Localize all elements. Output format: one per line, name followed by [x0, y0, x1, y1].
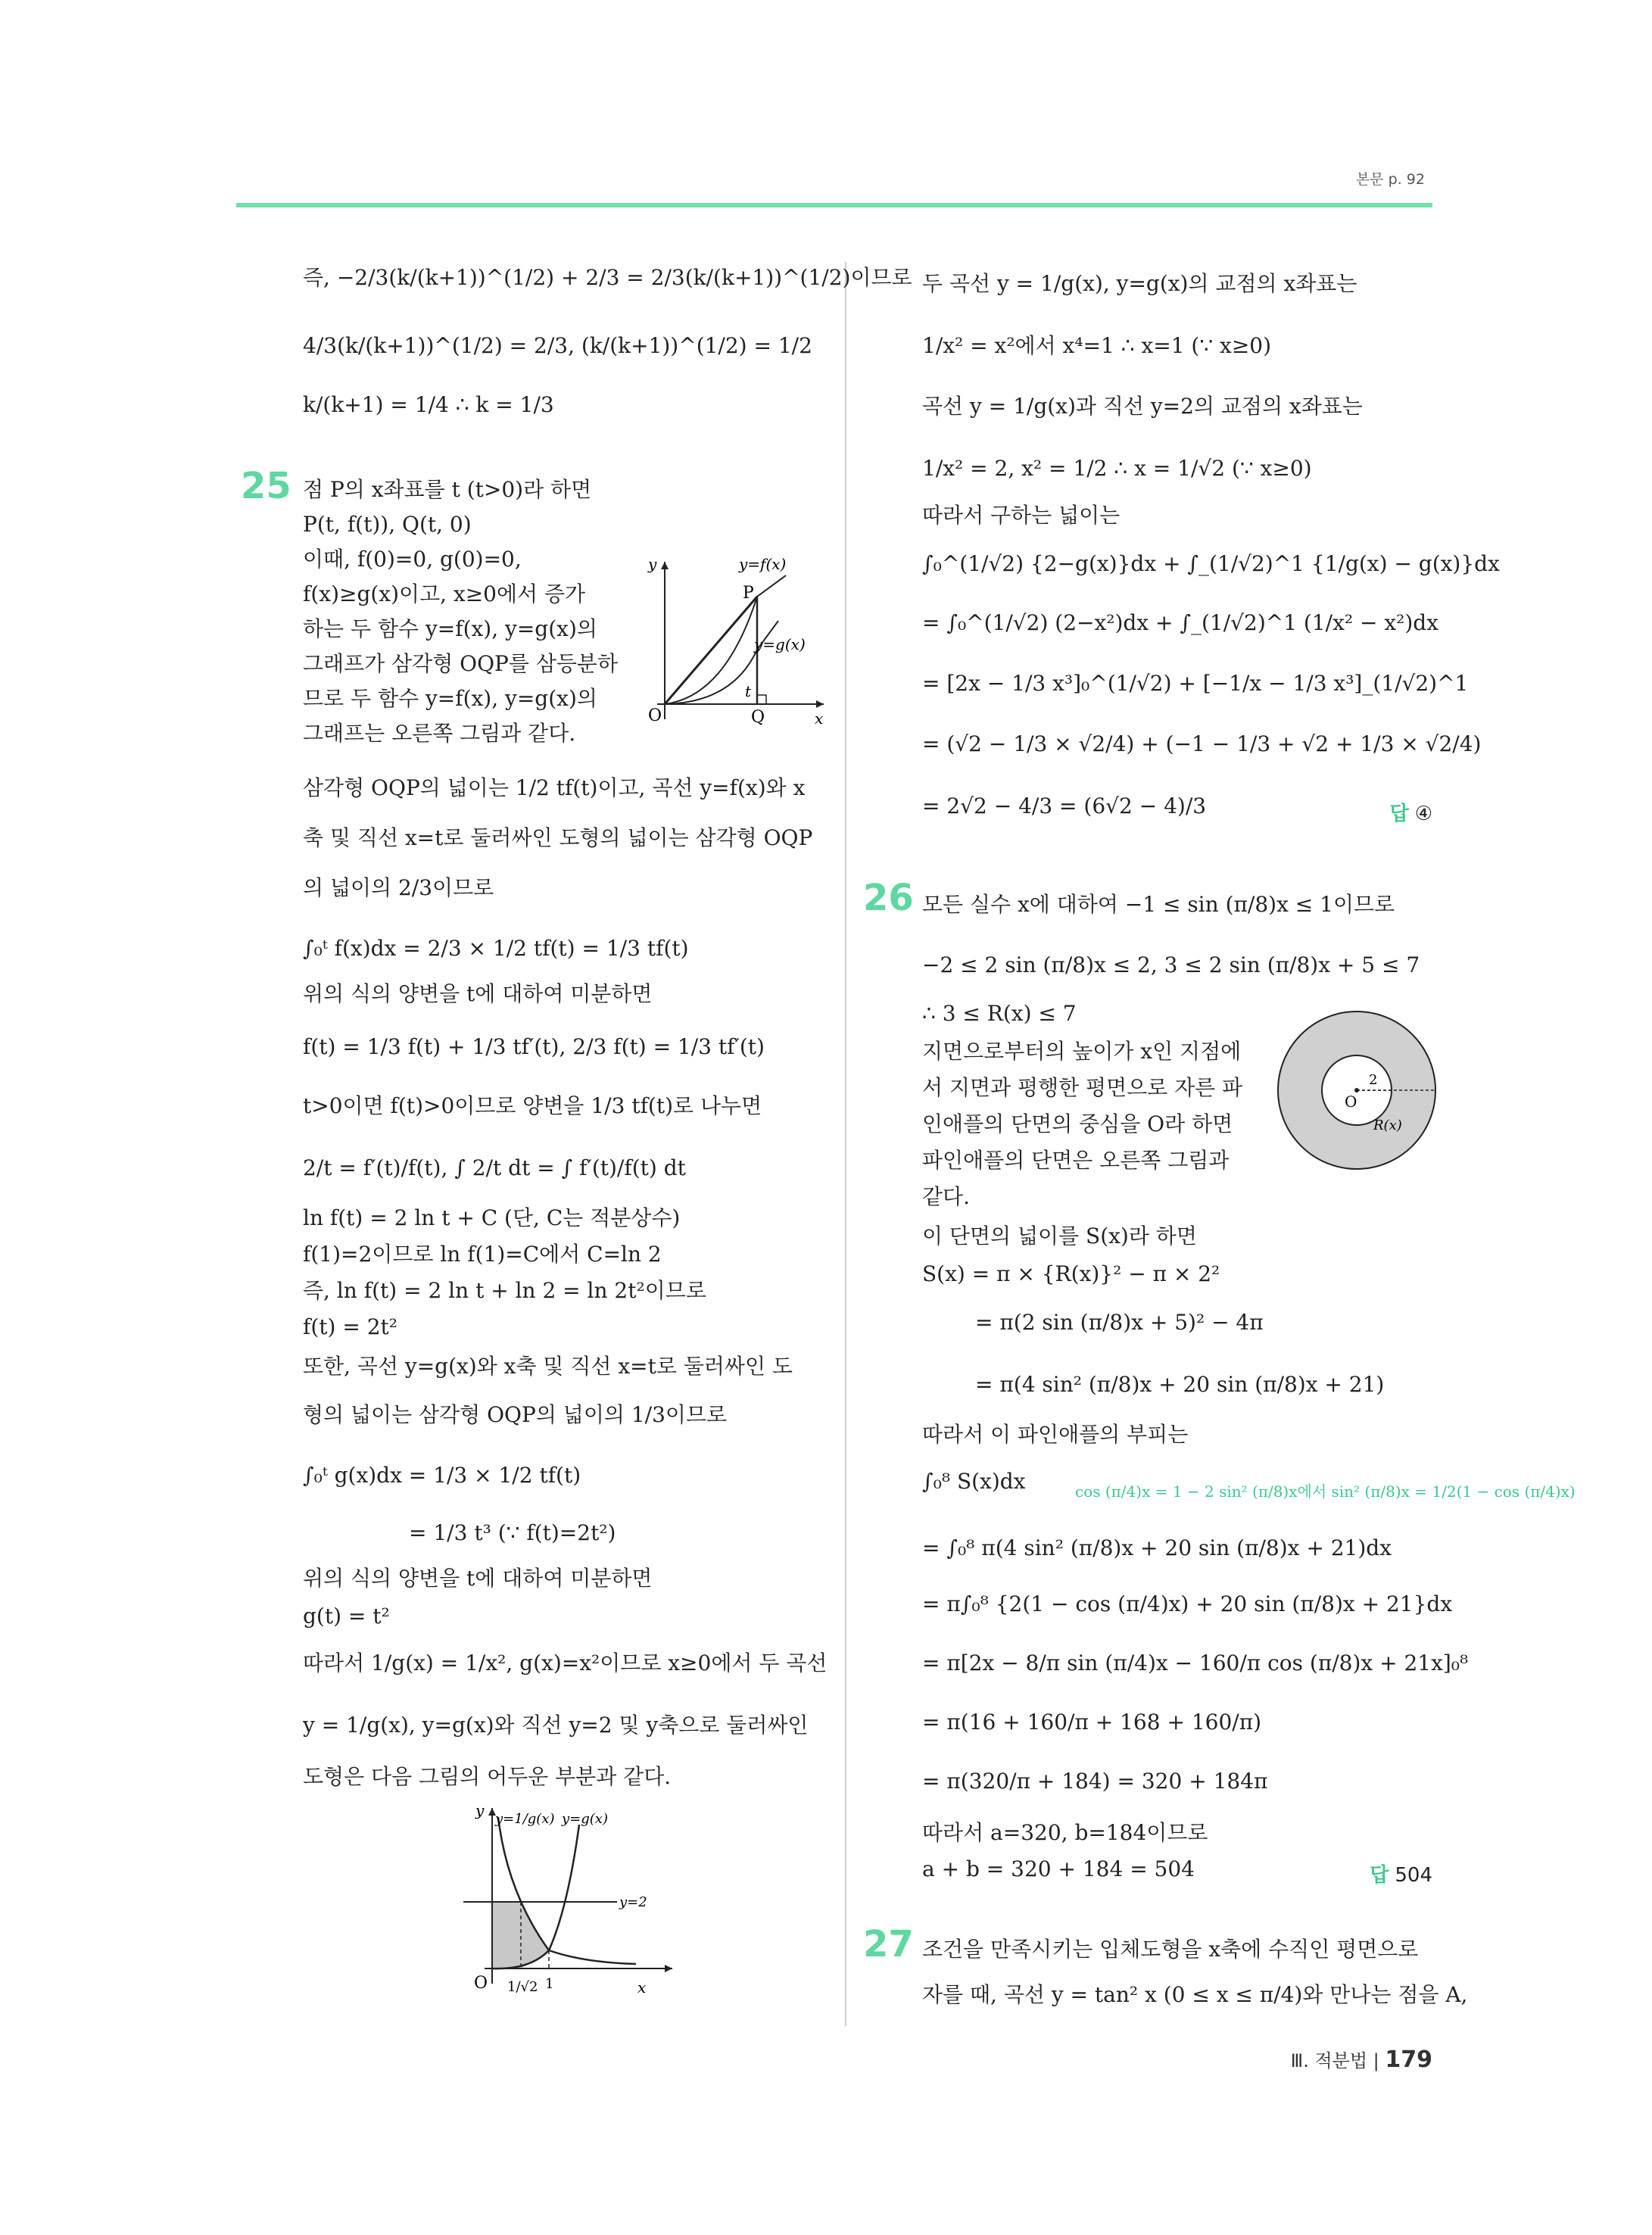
p26-line: = π(16 + 160/π + 168 + 160/π) — [922, 1710, 1262, 1735]
column-divider — [845, 262, 846, 2026]
p25-cont-line: 곡선 y = 1/g(x)과 직선 y=2의 교점의 x좌표는 — [922, 394, 1363, 419]
intro-line-2: 4/3(k/(k+1))^(1/2) = 2/3, (k/(k+1))^(1/2) = 1/2 — [303, 333, 812, 358]
line-label: y=2 — [619, 1894, 647, 1910]
p26-line: = π(320/π + 184) = 320 + 184π — [922, 1769, 1268, 1794]
origin-label: O — [474, 1974, 488, 1993]
p26-line: 따라서 이 파인애플의 부피는 — [922, 1422, 1189, 1447]
p27-line: 자를 때, 곡선 y = tan² x (0 ≤ x ≤ π/4)와 만나는 점을 A, — [922, 1982, 1468, 2007]
p26-line: = π[2x − 8/π sin (π/4)x − 160/π cos (π/8)x + 21x]₀⁸ — [922, 1651, 1469, 1675]
p25-line: 2/t = f′(t)/f(t), ∫ 2/t dt = ∫ f′(t)/f(t) dt — [303, 1155, 686, 1180]
p26-line: 인애플의 단면의 중심을 O라 하면 — [922, 1111, 1233, 1136]
p25-cont-line: = [2x − 1/3 x³]₀^(1/√2) + [−1/x − 1/3 x³]_(1/√2)^1 — [922, 671, 1469, 696]
p25-line: 므로 두 함수 y=f(x), y=g(x)의 — [303, 686, 597, 711]
p26-line: 따라서 a=320, b=184이므로 — [922, 1820, 1208, 1845]
page-reference: 본문 p. 92 — [1355, 171, 1425, 188]
y-label: y — [475, 1802, 485, 1819]
p25-cont-line: ∫₀^(1/√2) {2−g(x)}dx + ∫_(1/√2)^1 {1/g(x) − g(x)}dx — [922, 551, 1500, 576]
p25-answer — [1390, 798, 1432, 826]
p26-line: −2 ≤ 2 sin (π/8)x ≤ 2, 3 ≤ 2 sin (π/8)x + 5 ≤ 7 — [922, 952, 1420, 977]
problem-number-27: 27 — [863, 1923, 914, 1965]
p25-line: f(t) = 2t² — [303, 1314, 398, 1339]
p26-line: 같다. — [922, 1184, 970, 1209]
pineapple-cross-section — [1273, 1007, 1440, 1174]
p26-line: = π∫₀⁸ {2(1 − cos (π/4)x) + 20 sin (π/8)x + 21}dx — [922, 1591, 1453, 1616]
p25-line: 위의 식의 양변을 t에 대하여 미분하면 — [303, 1566, 653, 1591]
p26-answer — [1370, 1859, 1432, 1887]
y-axis-label: y — [648, 555, 657, 573]
p25-cont-line: = (√2 − 1/3 × √2/4) + (−1 − 1/3 + √2 + 1/3 × √2/4) — [922, 731, 1482, 756]
p25-line: 점 P의 x좌표를 t (t>0)라 하면 — [303, 477, 592, 502]
p25-line: 위의 식의 양변을 t에 대하여 미분하면 — [303, 981, 653, 1006]
x-label: x — [637, 1978, 647, 1997]
p25-cont-line: 1/x² = 2, x² = 1/2 ∴ x = 1/√2 (∵ x≥0) — [922, 456, 1312, 481]
p25-line: 따라서 1/g(x) = 1/x², g(x)=x²이므로 x≥0에서 두 곡선 — [303, 1651, 828, 1675]
p26-line: 지면으로부터의 높이가 x인 지점에 — [922, 1039, 1242, 1064]
p25-line: 그래프가 삼각형 OQP를 삼등분하 — [303, 651, 619, 676]
label-q: Q — [751, 708, 765, 727]
answer-value: 504 — [1395, 1864, 1432, 1887]
footer-separator: | — [1373, 2050, 1385, 2071]
p25-line: y = 1/g(x), y=g(x)와 직선 y=2 및 y축으로 둘러싸인 — [303, 1713, 809, 1738]
page-number: 179 — [1385, 2046, 1432, 2073]
p25-line: 삼각형 OQP의 넓이는 1/2 tf(t)이고, 곡선 y=f(x)와 x — [303, 775, 806, 800]
p25-line: ln f(t) = 2 ln t + C (단, C는 적분상수) — [303, 1205, 681, 1230]
answer-value: ④ — [1414, 803, 1432, 825]
p25-line: 하는 두 함수 y=f(x), y=g(x)의 — [303, 616, 597, 641]
p25-line: 의 넓이의 2/3이므로 — [303, 875, 494, 900]
p25-cont-line: = ∫₀^(1/√2) (2−x²)dx + ∫_(1/√2)^1 (1/x² − x²)dx — [922, 610, 1439, 635]
p25-line: 형의 넓이는 삼각형 OQP의 넓이의 1/3이므로 — [303, 1402, 728, 1427]
p25-line: g(t) = t² — [303, 1604, 390, 1629]
x-axis-label: x — [815, 709, 824, 727]
p26-line: ∴ 3 ≤ R(x) ≤ 7 — [922, 1001, 1077, 1026]
p25-cont-line: = 2√2 − 4/3 = (6√2 − 4)/3 — [922, 793, 1207, 818]
p27-line: 조건을 만족시키는 입체도형을 x축에 수직인 평면으로 — [922, 1937, 1419, 1962]
x-arrow — [816, 700, 824, 708]
p25-line: 그래프는 오른쪽 그림과 같다. — [303, 721, 576, 746]
p26-line: 파인애플의 단면은 오른쪽 그림과 — [922, 1148, 1230, 1173]
p26-line: 이 단면의 넓이를 S(x)라 하면 — [922, 1223, 1197, 1248]
p26-line: a + b = 320 + 184 = 504 — [922, 1856, 1195, 1881]
p25-line: ∫₀ᵗ g(x)dx = 1/3 × 1/2 tf(t) — [303, 1463, 581, 1488]
p25-line: f(t) = 1/3 f(t) + 1/3 tf′(t), 2/3 f(t) = 1/3 tf′(t) — [303, 1034, 765, 1059]
graph-triangle-oqp — [642, 553, 831, 727]
p26-line: = π(2 sin (π/8)x + 5)² − 4π — [975, 1310, 1264, 1335]
p25-line: = 1/3 t³ (∵ f(t)=2t²) — [409, 1520, 616, 1545]
answer-tag: 답 — [1389, 803, 1409, 825]
p25-line: 축 및 직선 x=t로 둘러싸인 도형의 넓이는 삼각형 OQP — [303, 825, 813, 850]
intro-line-3: k/(k+1) = 1/4 ∴ k = 1/3 — [303, 392, 554, 417]
right-angle-mark — [757, 695, 766, 704]
p25-line: 또한, 곡선 y=g(x)와 x축 및 직선 x=t로 둘러싸인 도 — [303, 1354, 793, 1379]
p26-line: = ∫₀⁸ π(4 sin² (π/8)x + 20 sin (π/8)x + 21)dx — [922, 1535, 1392, 1560]
p25-line: P(t, f(t)), Q(t, 0) — [303, 512, 472, 537]
p26-line: 모든 실수 x에 대하여 −1 ≤ sin (π/8)x ≤ 1이므로 — [922, 892, 1395, 917]
outer-radius-label: R(x) — [1373, 1118, 1402, 1133]
p26-line: ∫₀⁸ S(x)dx — [922, 1469, 1026, 1494]
chapter-label: Ⅲ. 적분법 — [1290, 2050, 1368, 2071]
segment-op — [665, 597, 757, 704]
inverse-label: y=1/g(x) — [495, 1811, 555, 1827]
label-g: y=g(x) — [754, 635, 806, 653]
p26-line: = π(4 sin² (π/8)x + 20 sin (π/8)x + 21) — [975, 1372, 1385, 1397]
p25-line: f(1)=2이므로 ln f(1)=C에서 C=ln 2 — [303, 1242, 662, 1267]
p25-cont-line: 1/x² = x²에서 x⁴=1 ∴ x=1 (∵ x≥0) — [922, 333, 1272, 358]
g-label: y=g(x) — [562, 1811, 608, 1827]
y-axis-label: O — [454, 1802, 455, 1803]
p25-line: f(x)≥g(x)이고, x≥0에서 증가 — [303, 581, 586, 606]
graph-shaded-region — [454, 1802, 681, 2021]
p26-line: S(x) = π × {R(x)}² − π × 2² — [922, 1261, 1220, 1286]
tick-label-2: 1 — [545, 1976, 554, 1992]
page-footer — [1291, 2046, 1432, 2073]
inner-radius-label: 2 — [1369, 1072, 1378, 1088]
y-arrow — [661, 562, 669, 569]
p25-line: 도형은 다음 그림의 어두운 부분과 같다. — [303, 1764, 672, 1789]
curve-g — [665, 621, 778, 704]
label-p: P — [743, 584, 754, 603]
answer-tag: 답 — [1370, 1864, 1389, 1887]
intro-line-1: 즉, −2/3(k/(k+1))^(1/2) + 2/3 = 2/3(k/(k+1))^(1/2)이므로 — [303, 265, 912, 290]
p26-side-note: cos (π/4)x = 1 − 2 sin² (π/8)x에서 sin² (π/8)x = 1/2(1 − cos (π/4)x) — [1075, 1482, 1576, 1501]
header-rule — [236, 203, 1432, 207]
x-arrow — [665, 1965, 672, 1972]
problem-number-26: 26 — [863, 877, 914, 919]
p25-line: t>0이면 f(t)>0이므로 양변을 1/3 tf(t)로 나누면 — [303, 1093, 762, 1118]
p25-line: 이때, f(0)=0, g(0)=0, — [303, 547, 522, 572]
center-label: O — [1345, 1093, 1357, 1111]
p25-cont-line: 따라서 구하는 넓이는 — [922, 503, 1121, 528]
label-t: t — [745, 682, 752, 700]
p26-line: 서 지면과 평행한 평면으로 자른 파 — [922, 1075, 1243, 1100]
p25-cont-line: 두 곡선 y = 1/g(x), y=g(x)의 교점의 x좌표는 — [922, 271, 1357, 296]
problem-number-25: 25 — [241, 465, 291, 507]
label-f: y=f(x) — [739, 555, 787, 573]
p25-line: ∫₀ᵗ f(x)dx = 2/3 × 1/2 tf(t) = 1/3 tf(t) — [303, 936, 689, 961]
origin-label: O — [648, 706, 662, 725]
p25-line: 즉, ln f(t) = 2 ln t + ln 2 = ln 2t²이므로 — [303, 1278, 706, 1303]
tick-label-1: 1/√2 — [507, 1979, 538, 1995]
